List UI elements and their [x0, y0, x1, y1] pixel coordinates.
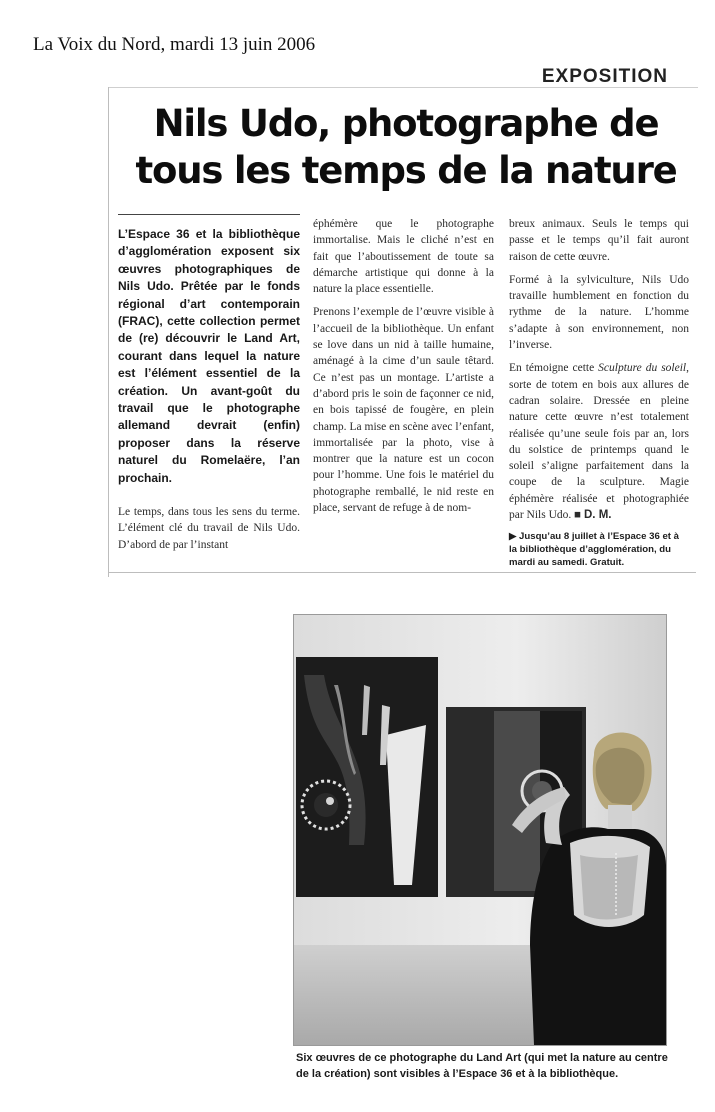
newspaper-source-line: La Voix du Nord, mardi 13 juin 2006: [33, 34, 316, 55]
clipping-edge-left: [108, 87, 109, 577]
body-paragraph-2-part-1: Prenons l’exemple de l’œuvre visible à l’accueil de la bibliothèque. Un enfant se love dans un nid à taille humaine, aménagé à la cime d’un saule têtard. Ce n’est pas un montage. L’artiste a d’abord pris le soin de façonner ce nid, en bois tapissé de fougère, en plein champ. La mise en scène avec l’enfant, immortalisée par la photo, vise à montrer que la nature est un cocon pour l’homme. Une fois le matériel du photographe remballé, le nid reste en place, servant de refuge à de nom-: [313, 306, 494, 515]
p4-rest: , sorte de totem en bois aux allures de cadran solaire. Dressée en pleine nature cette œuvre n’est totalement réalisée qu’une seule fois par an, lors du solstice de printemps quand le soleil s’aligne parfaitement dans la coupe de la sculpture. Magie éphémère réalisée et photographiée par Nils Udo.: [509, 362, 689, 522]
body-paragraph-2-part-2: breux animaux. Seuls le temps qui passe et le temps qu’il fait auront raison de cette œuvre.: [509, 218, 689, 263]
photo-illustration: [294, 615, 666, 1045]
body-paragraph-1-part-2: éphémère que le photographe immortalise. Mais le cliché n’est en fait que l’aboutissement de toute sa démarche artistique qui donne à la nature la place essentielle.: [313, 218, 494, 296]
article-column-1: [118, 226, 300, 560]
p4-start: En témoigne cette: [509, 362, 599, 375]
artwork-title: Sculpture du soleil: [598, 362, 687, 375]
practical-info: ▶ Jusqu’au 8 juillet à l’Espace 36 et à la bibliothèque d’agglomération, du mardi au samedi. Gratuit.: [509, 531, 680, 569]
article-headline: Nils Udo, photographe de tous les temps de la nature: [135, 102, 677, 192]
section-rubric: EXPOSITION: [541, 66, 668, 87]
exhibition-photo: [293, 614, 667, 1046]
article-column-3: [509, 216, 689, 576]
chapo-top-rule: [118, 214, 300, 215]
end-mark: ■: [574, 509, 582, 522]
article-column-2: [313, 216, 494, 523]
photo-caption: Six œuvres de ce photographe du Land Art (qui met la nature au centre de la création) sont visibles à l’Espace 36 et à la bibliothèque.: [296, 1052, 668, 1080]
body-paragraph-1-part-1: Le temps, dans tous les sens du terme. L’élément clé du travail de Nils Udo. D’abord de par l’instant: [118, 506, 300, 551]
body-paragraph-4: [509, 360, 689, 523]
body-paragraph-3: Formé à la sylviculture, Nils Udo travaille humblement en fonction du rythme de la nature. L’homme s’adapte à son environnement, non l’inverse.: [509, 273, 689, 352]
article-chapo: L’Espace 36 et la bibliothèque d’agglomération exposent six œuvres photographiques de Nils Udo. Prêtée par le fonds régional d’art contemporain (FRAC), cette collection permet de (re) découvrir le Land Art, courant dans lequel la nature est l’élément essentiel de la création. Un avant-goût du travail que le photographe allemand devrait (enfin) proposer dans la réserve naturel du Romelaëre, l’an prochain.: [118, 227, 300, 485]
byline: D. M.: [584, 509, 612, 522]
